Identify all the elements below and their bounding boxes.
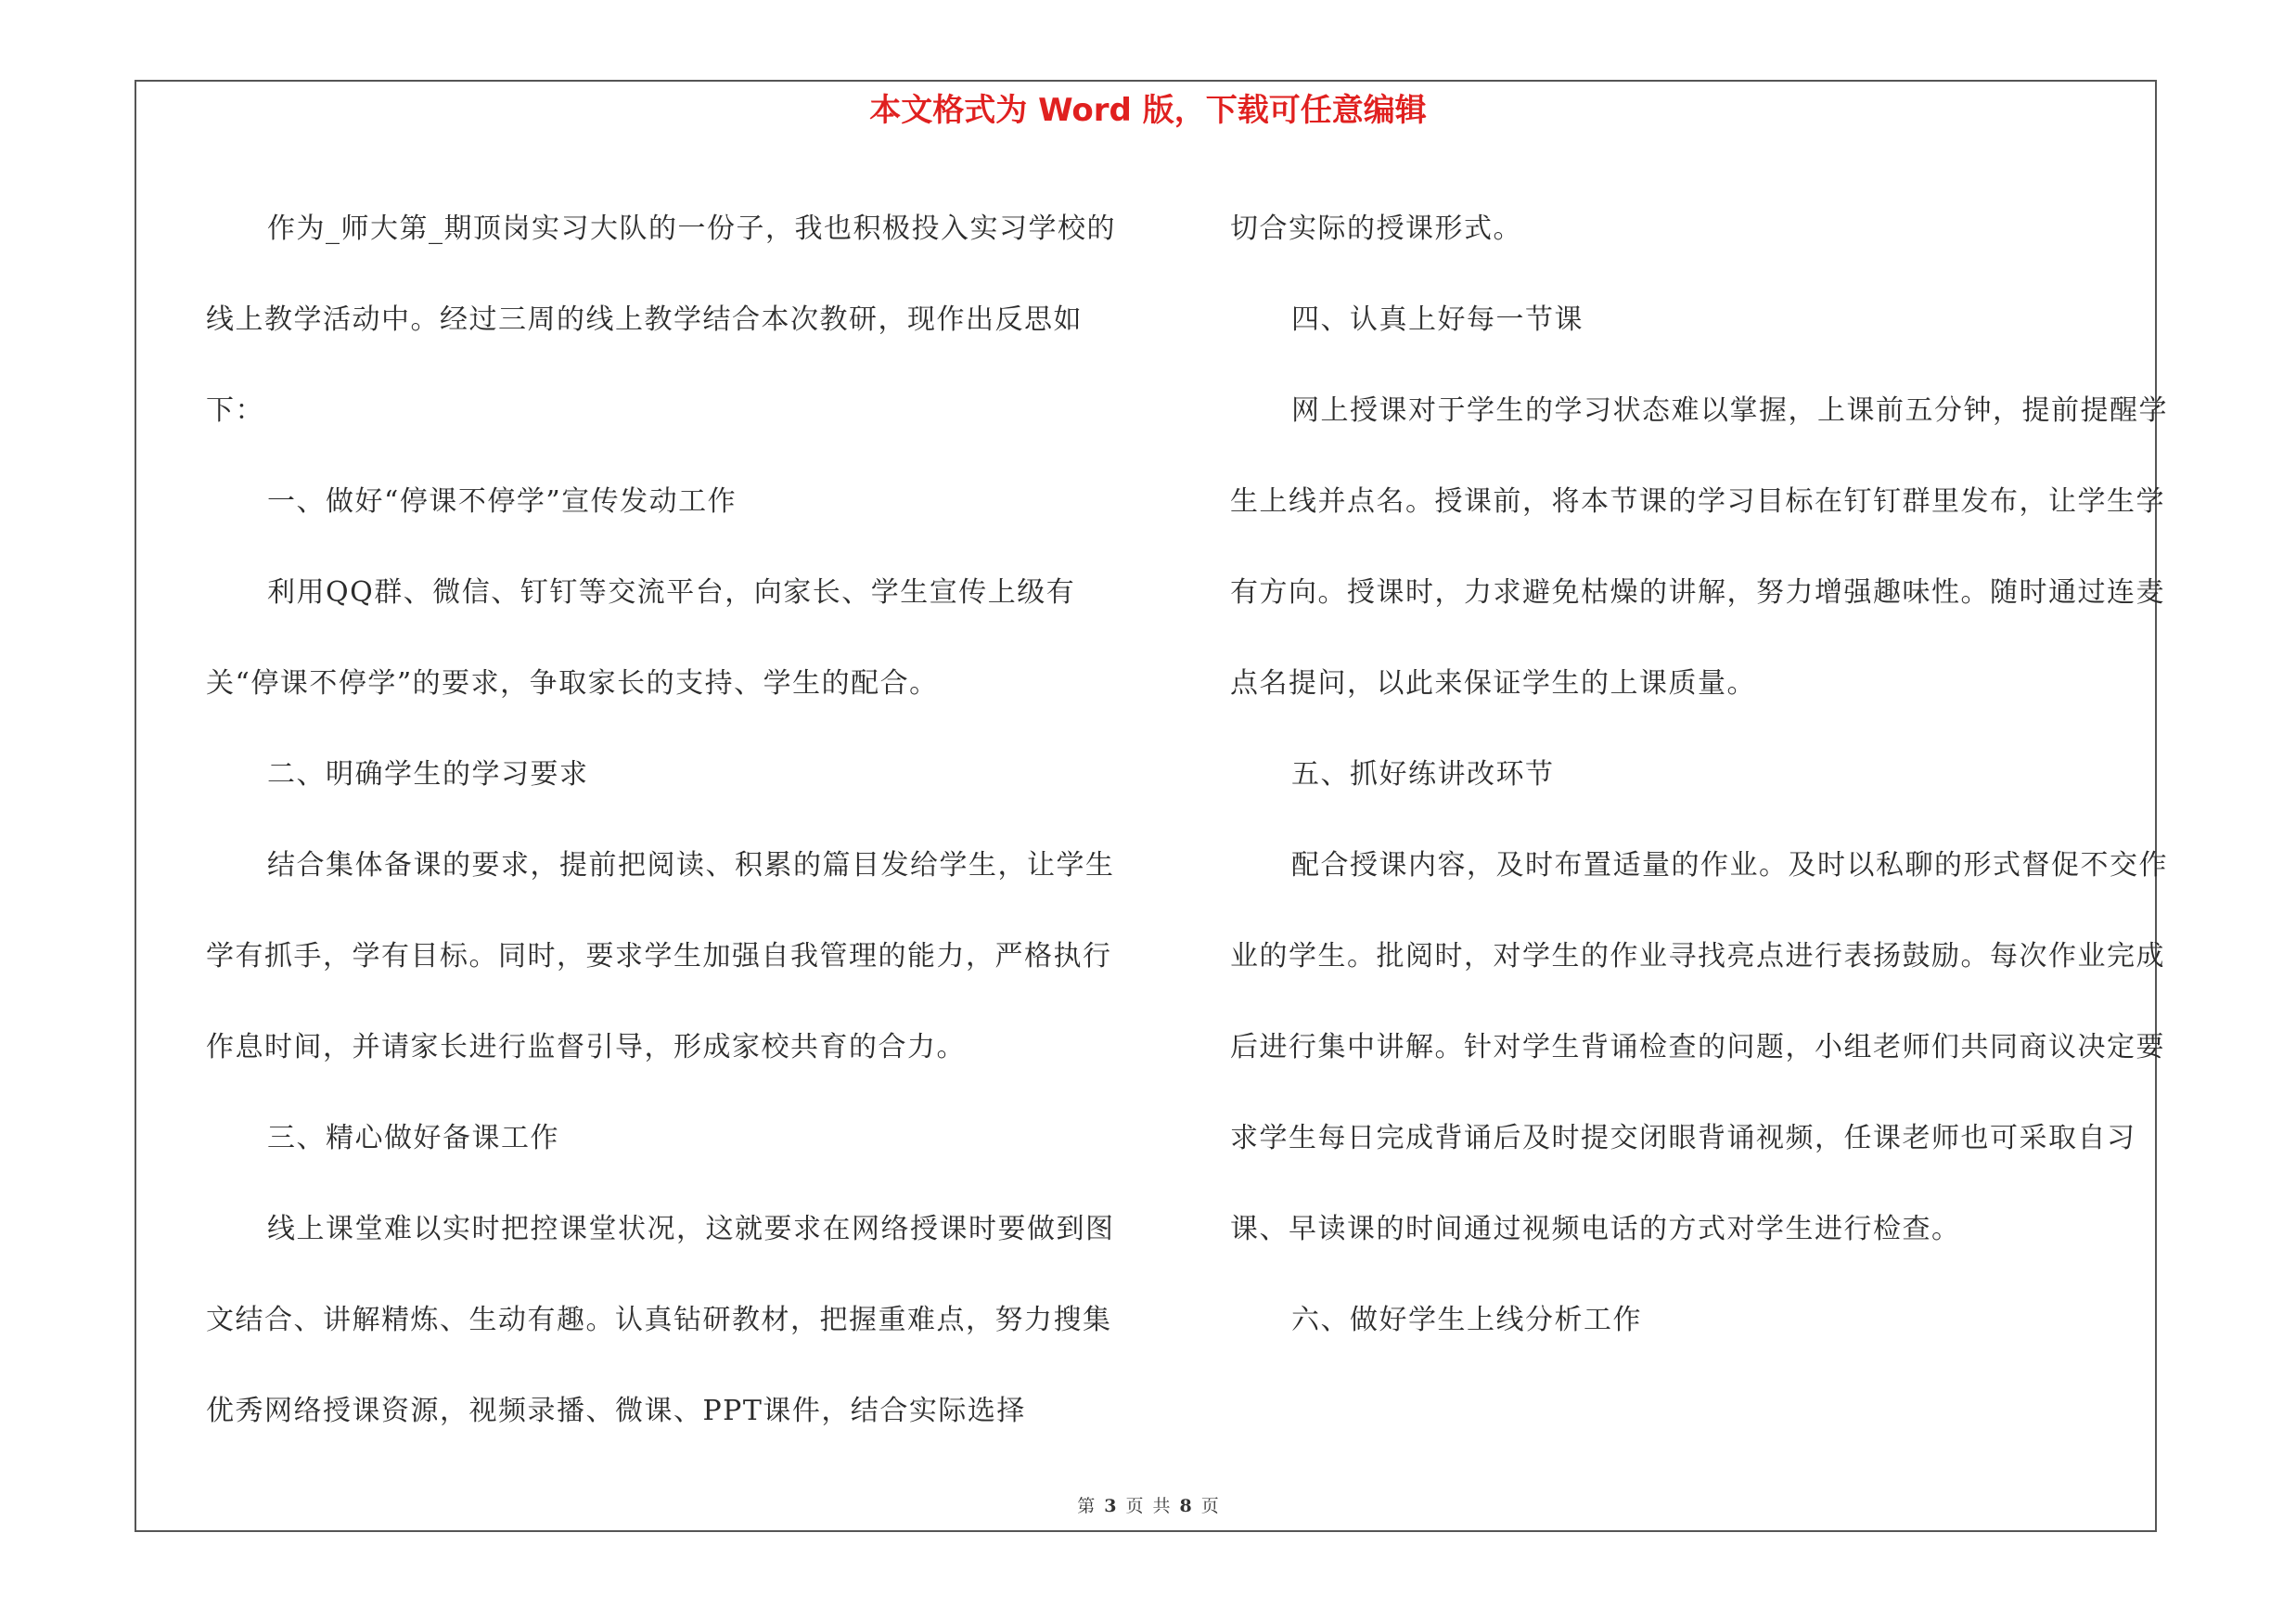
footer-current-page: 3 xyxy=(1104,1496,1117,1516)
body-paragraph: 作为_师大第_期顶岗实习大队的一份子，我也积极投入实习学校的线上教学活动中。经过三周的线上教学结合本次教研，现作出反思如下： xyxy=(206,213,1116,427)
footer-total-pages: 8 xyxy=(1179,1496,1192,1516)
section-heading: 五、抓好练讲改环节 xyxy=(1291,758,1555,791)
right-column xyxy=(1230,184,2172,1366)
section-heading: 四、认真上好每一节课 xyxy=(1291,303,1584,336)
body-paragraph: 结合集体备课的要求，提前把阅读、积累的篇目发给学生，让学生学有抓手，学有目标。同时，要求学生加强自我管理的能力，严格执行作息时间，并请家长进行监督引导，形成家校共育的合力。 xyxy=(206,849,1115,1063)
page-header xyxy=(0,87,2296,134)
footer-page-word: 页 xyxy=(1125,1496,1144,1516)
body-paragraph: 线上课堂难以实时把控课堂状况，这就要求在网络授课时要做到图文结合、讲解精炼、生动有趣。认真钻研教材，把握重难点，努力搜集优秀网络授课资源，视频录播、微课、PPT课件，结合实际选择 xyxy=(206,1213,1115,1427)
footer-prefix: 第 xyxy=(1077,1496,1096,1516)
section-heading: 二、明确学生的学习要求 xyxy=(267,758,589,791)
page-footer xyxy=(0,1495,2296,1517)
footer-suffix: 页 xyxy=(1200,1496,1219,1516)
left-column xyxy=(206,184,1124,1457)
footer-total-prefix: 共 xyxy=(1152,1496,1171,1516)
header-banner-text: 本文格式为 Word 版，下载可任意编辑 xyxy=(869,92,1427,129)
section-heading: 一、做好“停课不停学”宣传发动工作 xyxy=(267,485,738,518)
section-heading: 三、精心做好备课工作 xyxy=(267,1122,559,1154)
section-heading: 六、做好学生上线分析工作 xyxy=(1291,1304,1642,1336)
body-paragraph: 切合实际的授课形式。 xyxy=(1230,213,1522,245)
body-paragraph: 配合授课内容，及时布置适量的作业。及时以私聊的形式督促不交作业的学生。批阅时，对学生的作业寻找亮点进行表扬鼓励。每次作业完成后进行集中讲解。针对学生背诵检查的问题，小组老师们共同商议决定要求学生每日完成背诵后及时提交闭眼背诵视频，任课老师也可采取自习课、早读课的时间通过视频电话的方式对学生进行检查。 xyxy=(1230,849,2168,1245)
body-paragraph: 利用QQ群、微信、钉钉等交流平台，向家长、学生宣传上级有关“停课不停学”的要求，争取家长的支持、学生的配合。 xyxy=(206,576,1076,700)
body-paragraph: 网上授课对于学生的学习状态难以掌握，上课前五分钟，提前提醒学生上线并点名。授课前，将本节课的学习目标在钉钉群里发布，让学生学有方向。授课时，力求避免枯燥的讲解，努力增强趣味性。随时通过连麦点名提问，以此来保证学生的上课质量。 xyxy=(1230,394,2168,700)
